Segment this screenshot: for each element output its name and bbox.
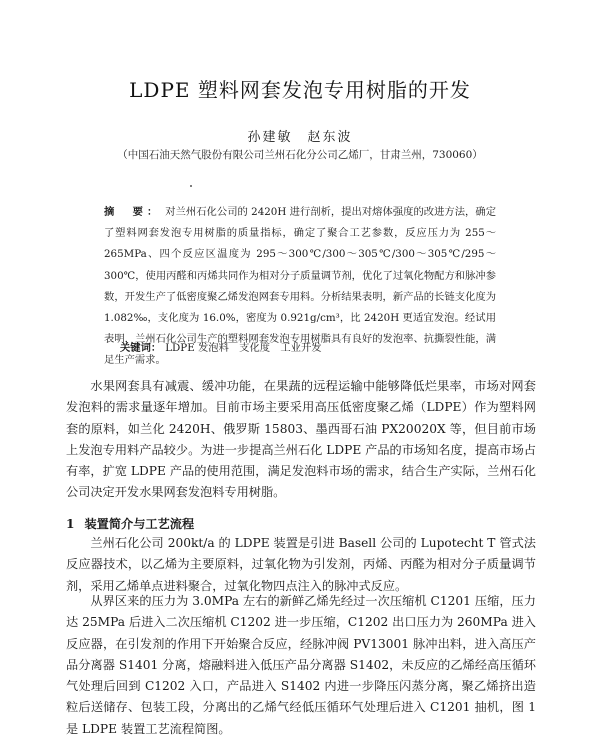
intro-paragraph: 水果网套具有减震、缓冲功能，在果蔬的远程运输中能够降低烂果率，市场对网套发泡料的需求量逐年增加。目前市场主要采用高压低密度聚乙烯（LDPE）作为塑料网套的原料，如兰化 2420H、俄罗斯 15803、墨西哥石油 PX20020X 等，但目前市场上发泡专用料产品较少。为进一步提高兰州石化 LDPE 产品的市场知名度，提高市场占有率，扩宽 LDPE 产品的使用范围，满足发泡料市场的需求，结合生产实际，兰州石化公司决定开发水果网套发泡料专用树脂。 <box>66 379 536 500</box>
keywords-line <box>120 339 322 354</box>
section-heading <box>66 515 194 532</box>
abstract-label: 摘 要： <box>104 206 162 218</box>
section-paragraph-1: 兰州石化公司 200kt/a 的 LDPE 装置是引进 Basell 公司的 Lupotecht T 管式法反应器技术，以乙烯为主要原料，过氧化物为引发剂，丙烯、丙醛为相对分子质量调节剂，采用乙烯单点进料聚合，过氧化物四点注入的脉冲式反应。 <box>66 536 536 593</box>
paper-affiliation: （中国石油天然气股份有限公司兰州石化分公司乙烯厂，甘肃兰州，730060） <box>117 149 483 161</box>
scan-speck <box>190 185 192 187</box>
paper-authors: 孙建敏 赵东波 <box>247 130 353 145</box>
paper-title: LDPE 塑料网套发泡专用树脂的开发 <box>129 78 471 102</box>
section-number: 1 <box>66 517 75 531</box>
abstract-text: 对兰州石化公司的 2420H 进行剖析，提出对熔体强度的改进方法，确定了塑料网套发泡专用树脂的质量指标，确定了聚合工艺参数，反应压力为 255～265MPa、四个反应区温度为 295～300℃/300～305℃/300～305℃/295～300℃，使用丙醛和丙烯共同作为相对分子质量调节剂，优化了过氧化物配方和脉冲参数，开发生产了低密度聚乙烯发泡网套专用料。分析结果表明，新产品的长链支化度为 1.082‰，支化度为 16.0%，密度为 0.921g/cm³，比 2420H 更适宜发泡。经试用表明，兰州石化公司生产的塑料网套发泡专用树脂具有良好的发泡率、抗撕裂性能，满足生产需求。 <box>104 206 496 367</box>
keywords-text: LDPE 发泡料 支化度 工业开发 <box>165 342 322 354</box>
section-title: 装置简介与工艺流程 <box>84 517 195 531</box>
section-paragraph-2: 从界区来的压力为 3.0MPa 左右的新鲜乙烯先经过一次压缩机 C1201 压缩，压力达 25MPa 后进入二次压缩机 C1202 进一步压缩，C1202 出口压力为 260MPa 进入反应器，在引发剂的作用下开始聚合反应，经脉冲阀 PV13001 脉冲出料，进入高压产品分离器 S1401 分离，熔融料进入低压产品分离器 S1402，未反应的乙烯经高压循环气处理后回到 C1202 入口，产品进入 S1402 内进一步降压闪蒸分离，聚乙烯挤出造粒后送储存、包装工段，分离出的乙烯气经低压循环气处理后进入 C1201 抽机，图 1 是 LDPE 装置工艺流程简图。 <box>66 594 536 736</box>
keywords-label: 关键词： <box>120 342 162 354</box>
